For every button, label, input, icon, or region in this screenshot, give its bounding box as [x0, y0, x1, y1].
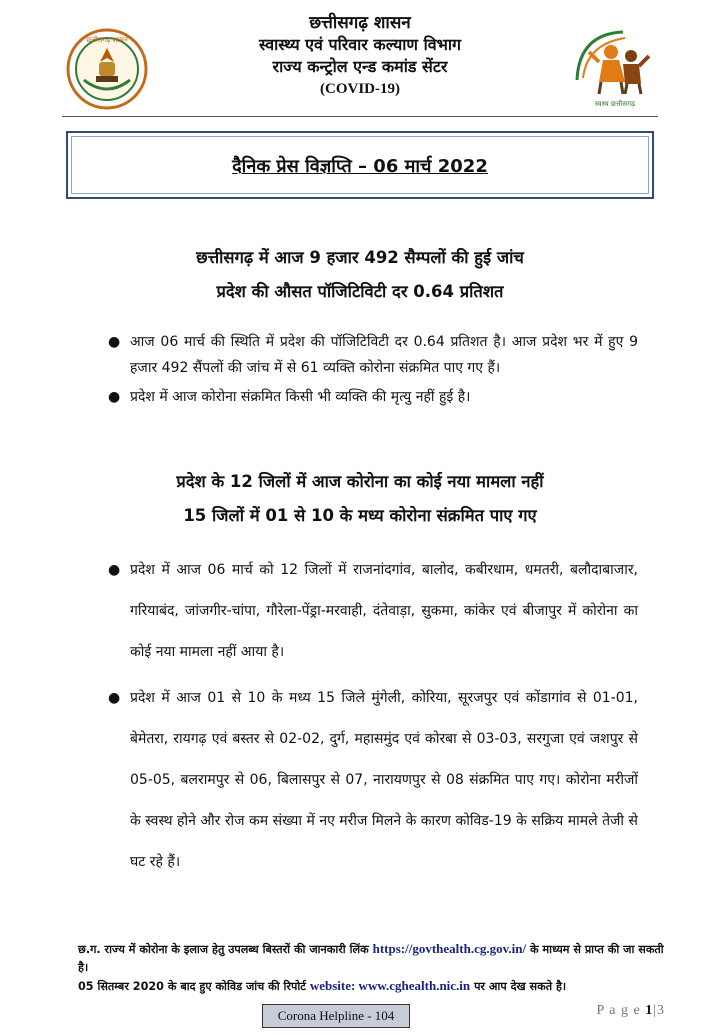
subheading-line: प्रदेश की औसत पॉजिटिविटी दर 0.64 प्रतिशत [216, 282, 504, 301]
subheading-line: 15 जिलों में 01 से 10 के मध्य कोरोना संक्रमित पाए गए [183, 506, 537, 525]
page-label: P a g e [596, 1003, 641, 1018]
page-current: 1 [645, 1003, 654, 1018]
list-item [108, 678, 638, 883]
footer-text: 05 सितम्बर 2020 के बाद हुए कोविड जांच की रिपोर्ट [78, 980, 306, 993]
header-divider [62, 116, 658, 117]
letterhead-text [180, 12, 540, 100]
bullet-icon: ● [108, 562, 121, 578]
footer-text: पर आप देख सकते है। [474, 980, 567, 993]
subheading-samples [60, 241, 660, 309]
centre-name: राज्य कन्ट्रोल एन्ड कमांड सेंटर [272, 57, 448, 76]
cghealth-website-link[interactable]: website: www.cghealth.nic.in [309, 978, 471, 993]
subheading-line: छत्तीसगढ़ में आज 9 हजार 492 सैम्पलों की हुई जांच [196, 248, 524, 267]
page-total: 3 [657, 1003, 665, 1018]
list-item-text: प्रदेश में आज 06 मार्च को 12 जिलों में राजनांदगांव, बालोद, कबीरधाम, धमतरी, बलौदाबाजार, गरियाबंद, जांजगीर-चांपा, गौरेला-पेंड्रा-मरवाही, दंतेवाड़ा, सुकमा, कांकेर एवं बीजापुर में कोरोना का कोई नया मामला नहीं आया है। [130, 562, 638, 660]
footer-notes [78, 940, 668, 996]
mascot-caption: स्वस्थ छत्तीसगढ़ [594, 100, 636, 108]
bullet-list-districts [108, 550, 638, 888]
footer-text: छ.ग. राज्य में कोरोना के इलाज हेतु उपलब्ध बिस्तरों की जानकारी लिंक [78, 943, 369, 956]
list-item [108, 550, 638, 673]
bullet-icon: ● [108, 334, 121, 350]
subheading-districts [60, 465, 660, 533]
footer-line-reports [78, 977, 668, 996]
healthy-chhattisgarh-mascot-icon [565, 22, 665, 108]
list-item [108, 329, 638, 381]
department-name: स्वास्थ्य एवं परिवार कल्याण विभाग [258, 35, 462, 54]
covid-tag: (COVID-19) [320, 81, 400, 97]
list-item [108, 384, 638, 410]
letterhead [0, 0, 720, 115]
footer-text: के माध्यम से प्राप्त की जा सकती है। [78, 943, 664, 974]
list-item-text: आज 06 मार्च की स्थिति में प्रदेश की पॉजिटिविटी दर 0.64 प्रतिशत है। आज प्रदेश भर में हुए 9 हजार 492 सैंपलों की जांच में से 61 व्यक्ति कोरोना संक्रमित पाए गए हैं। [130, 334, 638, 376]
bullet-icon: ● [108, 389, 121, 405]
list-item-text: प्रदेश में आज 01 से 10 के मध्य 15 जिले मुंगेली, कोरिया, सूरजपुर एवं कोंडागांव से 01-01, बेमेतरा, रायगढ़ एवं बस्तर से 02-02, दुर्ग, महासमुंद एवं कोरबा से 03-03, सरगुजा एवं जशपुर से 05-05, बलरामपुर से 06, बिलासपुर से 07, नारायणपुर से 08 संक्रमित पाए गए। कोरोना मरीजों के स्वस्थ होने और रोज कम संख्या में नए मरीज मिलने के कारण कोविड-19 के सक्रिय मामले तेजी से घट रहे हैं। [130, 690, 638, 870]
press-release-title: दैनिक प्रेस विज्ञप्ति – 06 मार्च 2022 [232, 156, 488, 177]
bullet-icon: ● [108, 690, 121, 706]
govt-name: छत्तीसगढ़ शासन [309, 13, 411, 33]
subheading-line: प्रदेश के 12 जिलों में आज कोरोना का कोई नया मामला नहीं [176, 472, 544, 491]
bullet-list-positivity [108, 329, 638, 413]
emblem-label: छत्तीसगढ़ शासन [86, 36, 128, 44]
helpline-box: Corona Helpline - 104 [262, 1004, 410, 1028]
footer-line-beds [78, 940, 668, 977]
page-number: P a g e 1|3 [596, 1003, 665, 1018]
state-emblem-icon [66, 28, 148, 110]
title-box [66, 131, 654, 199]
bed-availability-link[interactable]: https://govthealth.cg.gov.in/ [372, 941, 527, 956]
list-item-text: प्रदेश में आज कोरोना संक्रमित किसी भी व्यक्ति की मृत्यु नहीं हुई है। [130, 389, 471, 405]
